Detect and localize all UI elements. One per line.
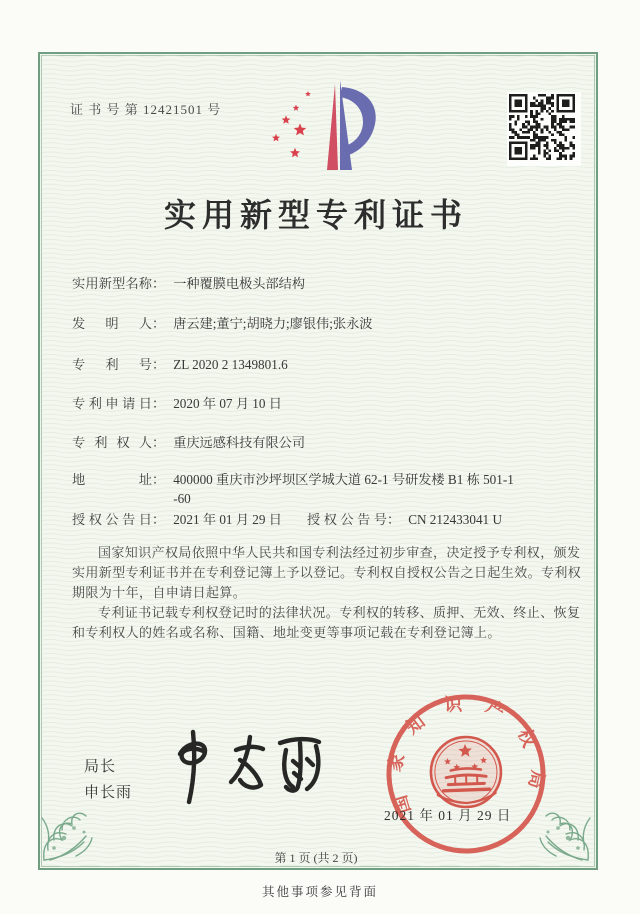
field-value [173, 470, 514, 508]
field-label: 地址 [72, 472, 152, 487]
back-side-note: 其他事项参见背面 [261, 885, 378, 899]
legal-paragraph-2: 专利证书记载专利权登记时的法律状况。专利权的转移、质押、无效、终止、恢复和专利权人的姓名或名称、国籍、地址变更等事项记载在专利登记簿上。 [72, 605, 581, 640]
field-label: 专利号 [72, 357, 152, 372]
field-inventors [72, 314, 372, 334]
certificate-number: 证 书 号 第 12421501 号 [70, 102, 222, 117]
field-grant-number [307, 510, 502, 530]
field-grant-row [72, 510, 592, 530]
field-label: 授权公告日 [72, 512, 152, 527]
cnipa-logo [248, 78, 380, 174]
field-colon: ： [152, 316, 166, 331]
address-line-2: -60 [173, 491, 191, 506]
field-label: 实用新型名称 [72, 276, 152, 291]
national-emblem [430, 736, 502, 808]
field-value: 2021 年 01 月 29 日 [173, 512, 282, 527]
logo-red-cone [327, 84, 338, 170]
field-value: 2020 年 07 月 10 日 [173, 396, 282, 411]
field-value: 一种覆膜电极头部结构 [173, 276, 306, 291]
field-value: ZL 2020 2 1349801.6 [173, 357, 288, 372]
field-label: 发明人 [72, 316, 152, 331]
field-colon: ： [152, 435, 166, 450]
field-patent-number [72, 355, 288, 375]
field-label: 专利申请日 [72, 396, 152, 411]
certificate-title: 实用新型专利证书 [163, 197, 468, 233]
field-filing-date [72, 394, 282, 414]
field-colon: ： [152, 396, 166, 411]
logo-stars [272, 91, 311, 157]
seal-ring-text: 国家知识产权局 [383, 693, 549, 816]
field-value: 重庆远感科技有限公司 [173, 435, 306, 450]
legal-paragraph-1: 国家知识产权局依照中华人民共和国专利法经过初步审查，决定授予专利权，颁发实用新型专利证书并在专利登记簿上予以登记。专利权自授权公告之日起生效。专利权期限为十年，自申请日起算。 [72, 545, 582, 600]
commissioner-signature [158, 726, 338, 814]
field-patentee [72, 433, 305, 453]
field-colon: ： [152, 276, 166, 291]
commissioner-name: 申长雨 [84, 784, 133, 801]
page-indicator: 第 1 页 (共 2 页) [274, 851, 358, 865]
field-colon: ： [387, 512, 401, 527]
address-line-1: 400000 重庆市沙坪坝区学城大道 62-1 号研发楼 B1 栋 501-1 [173, 472, 514, 487]
field-colon: ： [152, 357, 166, 372]
field-value: 唐云建;董宁;胡晓力;廖银伟;张永波 [173, 316, 373, 331]
seal-date: 2021 年 01 月 29 日 [384, 808, 512, 823]
qr-code [507, 92, 581, 166]
field-address [72, 470, 514, 508]
legal-text-block [72, 543, 586, 643]
field-label: 专利权人 [72, 435, 152, 450]
field-value: CN 212433041 U [408, 512, 502, 527]
field-utility-model-name [72, 274, 305, 294]
commissioner-title: 局长 [84, 758, 117, 775]
field-colon: ： [152, 512, 166, 527]
qr-code-modules [509, 94, 575, 160]
field-label: 授权公告号 [307, 512, 387, 527]
official-seal [380, 690, 552, 862]
field-colon: ： [152, 472, 166, 487]
